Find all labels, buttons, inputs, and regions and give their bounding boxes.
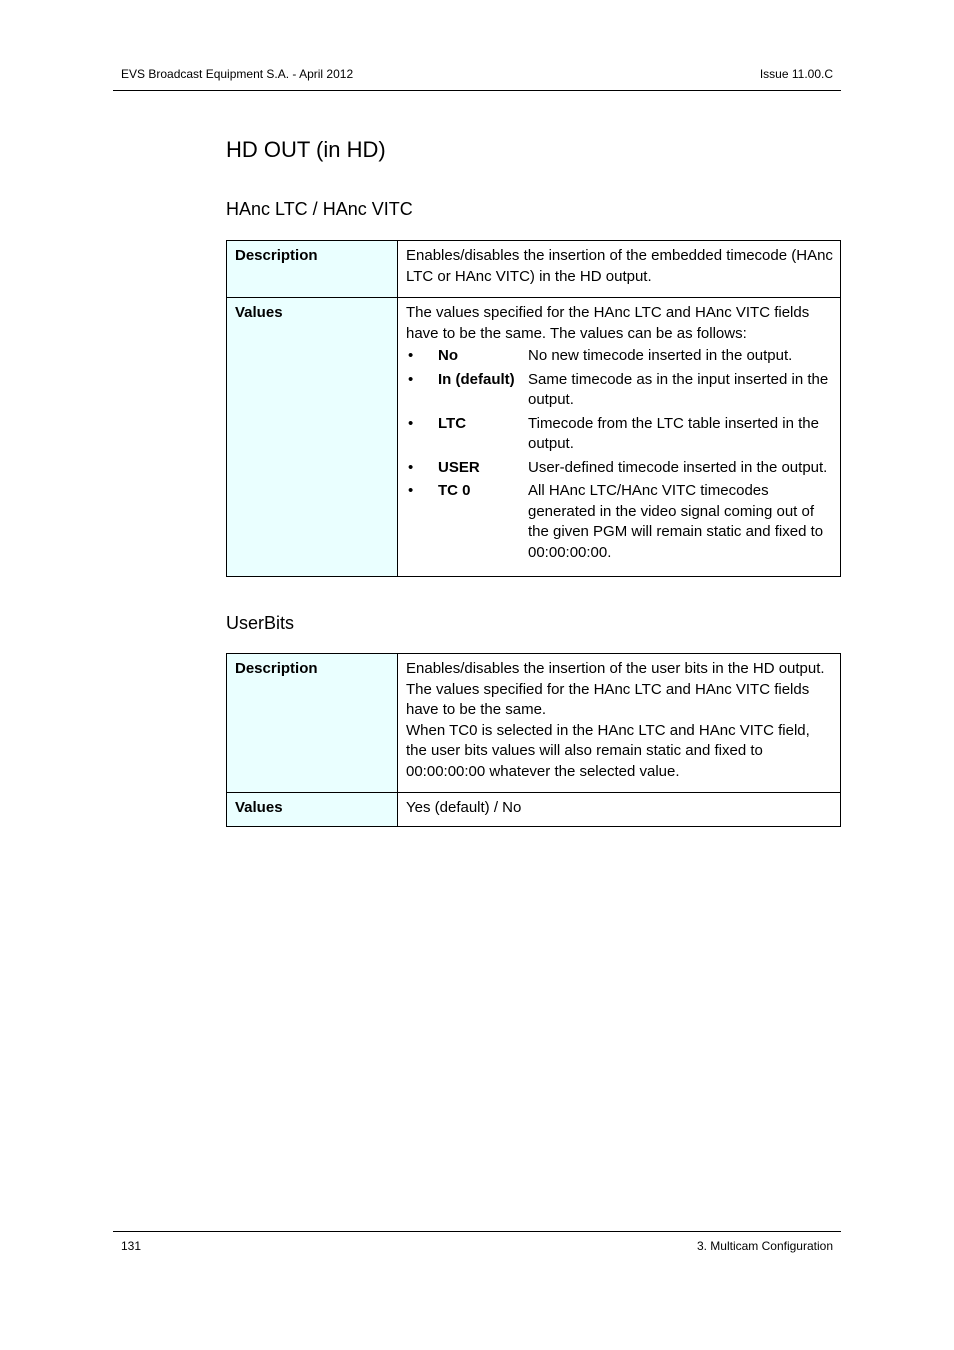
value-term: In (default) bbox=[438, 370, 515, 388]
row-value bbox=[398, 298, 841, 577]
bullet: • bbox=[408, 347, 414, 364]
section-heading-hanc: HAnc LTC / HAnc VITC bbox=[226, 199, 413, 219]
footer-section: 3. Multicam Configuration bbox=[696, 1239, 833, 1253]
page-header bbox=[113, 62, 841, 91]
hanc-table bbox=[226, 240, 841, 577]
header-publisher: EVS Broadcast Equipment S.A. - April 2012 bbox=[121, 67, 354, 81]
row-label: Values bbox=[227, 298, 398, 577]
value-definition: No new timecode inserted in the output. bbox=[528, 347, 793, 364]
page-title: HD OUT (in HD) bbox=[226, 137, 386, 162]
list-item bbox=[406, 414, 833, 455]
row-value bbox=[398, 654, 841, 793]
bullet: • bbox=[408, 482, 414, 499]
table-row bbox=[227, 241, 841, 298]
list-item bbox=[406, 481, 833, 563]
list-item bbox=[406, 346, 833, 367]
value-definition: All HAnc LTC/HAnc VITC timecodes generated in the video signal coming out of the given PGM will remain static and fixed to 00:00:00:00. bbox=[528, 482, 824, 561]
header-issue: Issue 11.00.C bbox=[759, 67, 833, 81]
value-definition: Same timecode as in the input inserted in the output. bbox=[528, 370, 829, 408]
desc-line: When TC0 is selected in the HAnc LTC and HAnc VITC field, the user bits values will also remain static and fixed to 00:00:00:00 whatever the selected value. bbox=[406, 721, 810, 780]
row-value: Enables/disables the insertion of the embedded timecode (HAnc LTC or HAnc VITC) in the HD output. bbox=[398, 241, 841, 298]
page-footer bbox=[113, 1231, 841, 1253]
table-row bbox=[227, 654, 841, 793]
value-definition: User-defined timecode inserted in the output. bbox=[528, 458, 828, 476]
list-item bbox=[406, 370, 833, 411]
row-label: Description bbox=[227, 654, 398, 793]
values-list bbox=[406, 346, 833, 563]
value-term: TC 0 bbox=[438, 482, 471, 499]
table-row bbox=[227, 298, 841, 577]
values-intro: The values specified for the HAnc LTC and HAnc VITC fields have to be the same. The values can be as follows: bbox=[406, 304, 810, 342]
desc-line: Enables/disables the insertion of the user bits in the HD output. bbox=[406, 660, 825, 677]
userbits-table bbox=[226, 653, 841, 827]
bullet: • bbox=[408, 458, 414, 476]
value-definition: Timecode from the LTC table inserted in the output. bbox=[528, 414, 819, 452]
desc-line: The values specified for the HAnc LTC and HAnc VITC fields have to be the same. bbox=[406, 680, 810, 718]
section-heading-userbits: UserBits bbox=[226, 613, 295, 633]
table-row bbox=[227, 793, 841, 827]
value-term: No bbox=[438, 347, 458, 364]
bullet: • bbox=[408, 370, 414, 388]
value-term: LTC bbox=[438, 414, 467, 432]
row-label: Description bbox=[227, 241, 398, 298]
list-item bbox=[406, 458, 833, 479]
value-term: USER bbox=[438, 458, 480, 476]
bullet: • bbox=[408, 414, 414, 432]
row-label: Values bbox=[227, 793, 398, 827]
row-value: Yes (default) / No bbox=[398, 793, 841, 827]
page-number: 131 bbox=[121, 1239, 142, 1253]
